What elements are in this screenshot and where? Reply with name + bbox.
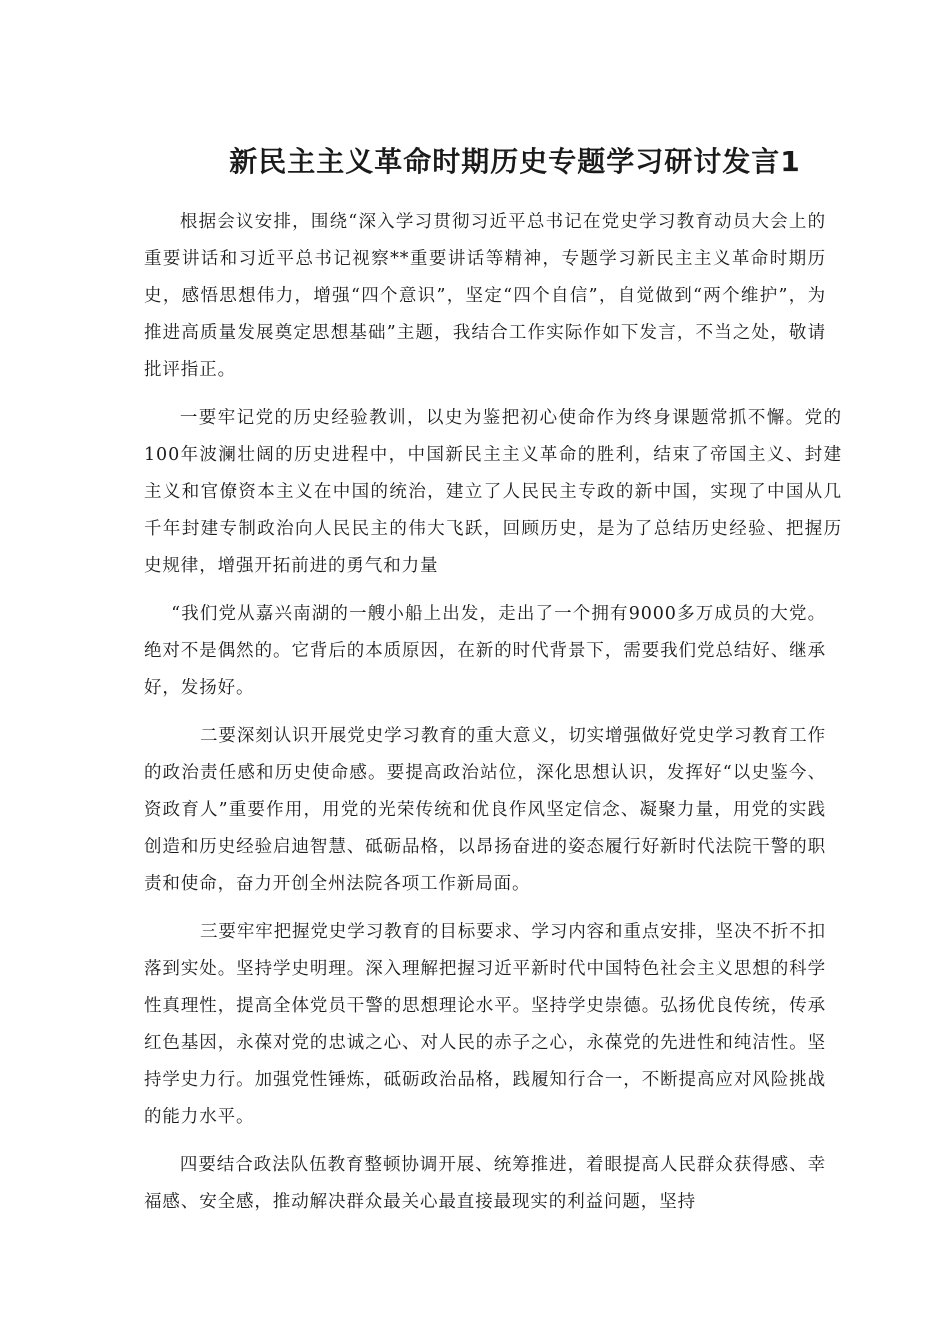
paragraph-point-two: 二要深刻认识开展党史学习教育的重大意义，切实增强做好党史学习教育工作的政治责任感和历史使命感。要提高政治站位，深化思想认识，发挥好“以史鉴今、资政育人”重要作用，用党的光荣传统和优良作风坚定信念、凝聚力量，用党的实践创造和历史经验启迪智慧、砥砺品格，以昂扬奋进的姿态履行好新时代法院干警的职责和使命，奋力开创全州法院各项工作新局面。 [144,726,826,894]
paragraph-point-four: 四要结合政法队伍教育整顿协调开展、统筹推进，着眼提高人民群众获得感、幸福感、安全感，推动解决群众最关心最直接最现实的利益问题，坚持 [144,1155,826,1212]
paragraph-point-one: 一要牢记党的历史经验教训，以史为鉴把初心使命作为终身课题常抓不懈。党的100年波澜壮阔的历史进程中，中国新民主主义革命的胜利，结束了帝国主义、封建主义和官僚资本主义在中国的统治，建立了人民民主专政的新中国，实现了中国从几千年封建专制政治向人民民主的伟大飞跃，回顾历史，是为了总结历史经验、把握历史规律，增强开拓前进的勇气和力量 [144,408,842,576]
paragraph-intro: 根据会议安排，围绕“深入学习贯彻习近平总书记在党史学习教育动员大会上的重要讲话和习近平总书记视察**重要讲话等精神，专题学习新民主主义革命时期历史，感悟思想伟力，增强“四个意识”，坚定“四个自信”，自觉做到“两个维护”，为推进高质量发展奠定思想基础”主题，我结合工作实际作如下发言，不当之处，敬请批评指正。 [144,212,826,380]
document-title: 新民主主义革命时期历史专题学习研讨发言1 [229,145,801,178]
paragraph-point-three: 三要牢牢把握党史学习教育的目标要求、学习内容和重点安排，坚决不折不扣落到实处。坚持学史明理。深入理解把握习近平新时代中国特色社会主义思想的科学性真理性，提高全体党员干警的思想理论水平。坚持学史崇德。弘扬优良传统，传承红色基因，永葆对党的忠诚之心、对人民的赤子之心，永葆党的先进性和纯洁性。坚持学史力行。加强党性锤炼，砥砺政治品格，践履知行合一，不断提高应对风险挑战的能力水平。 [144,922,826,1127]
document-body [144,204,842,1232]
paragraph-quote: “我们党从嘉兴南湖的一艘小船上出发，走出了一个拥有9000多万成员的大党。绝对不是偶然的。它背后的本质原因，在新的时代背景下，需要我们党总结好、继承好，发扬好。 [144,604,826,698]
